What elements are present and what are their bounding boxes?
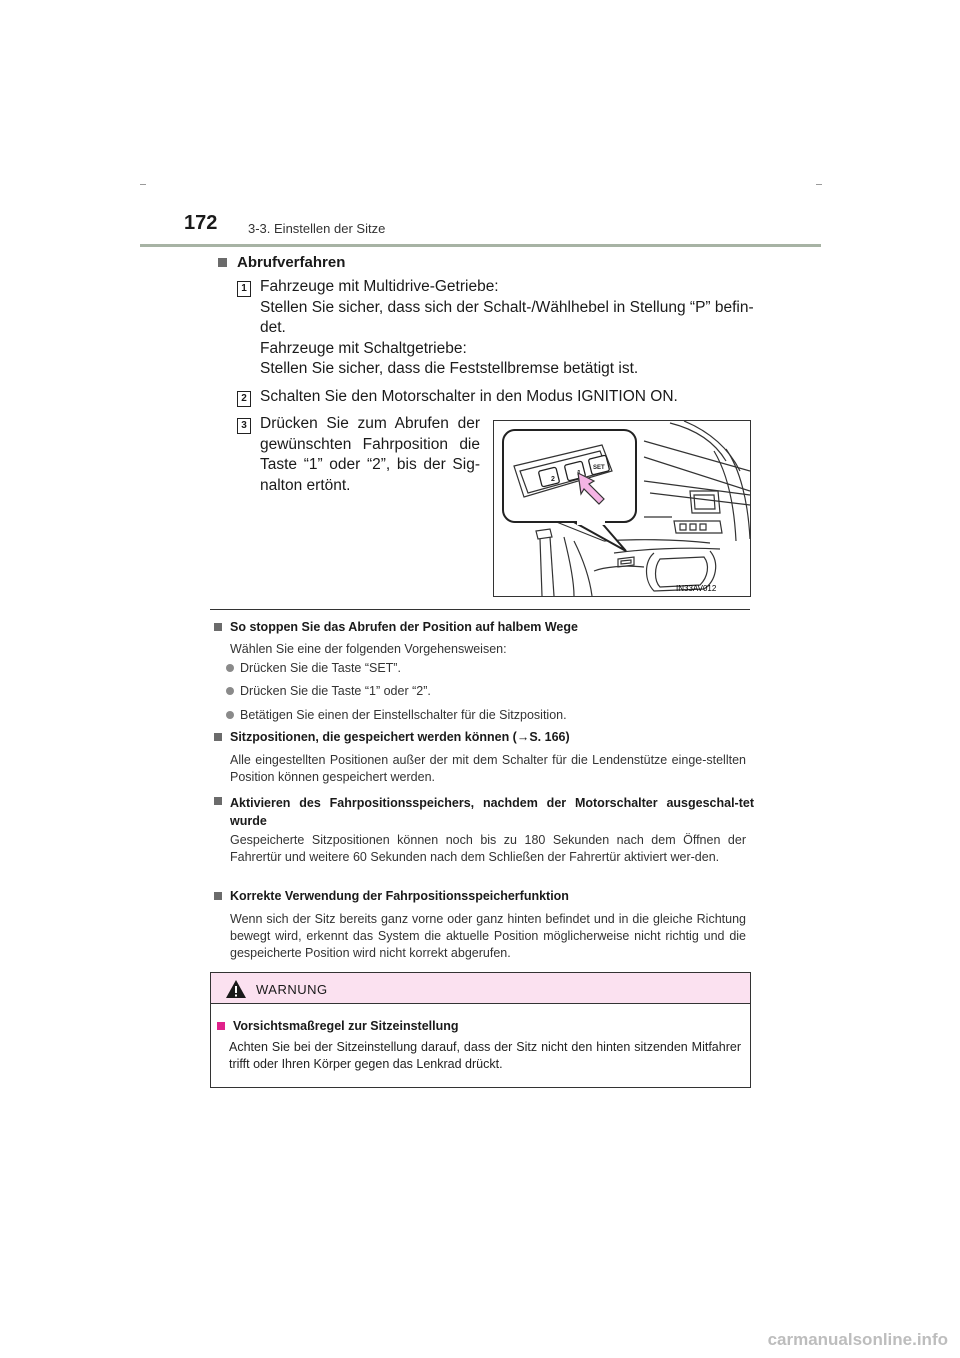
square-bullet-icon bbox=[214, 797, 222, 805]
warning-triangle-icon bbox=[225, 979, 247, 999]
step-3-line: Drücken Sie zum Abrufen der bbox=[260, 415, 480, 432]
note-text: Alle eingestellten Positionen außer der mit dem Schalter für die Lendenstütze einge-stellten Position können gespeichert werden. bbox=[230, 753, 746, 784]
note-heading bbox=[214, 794, 754, 830]
circle-bullet-icon bbox=[226, 711, 234, 719]
step-number-2: 2 bbox=[237, 391, 251, 407]
warning-heading bbox=[217, 1019, 459, 1033]
note-heading bbox=[214, 730, 754, 744]
step-1-line: Fahrzeuge mit Schaltgetriebe: bbox=[260, 339, 467, 357]
warning-text: Achten Sie bei der Sitzeinstellung darauf, dass der Sitz nicht den hinten sitzenden Mitfahrer trifft oder Ihren Körper gegen das Lenkrad drückt. bbox=[229, 1040, 741, 1071]
button-2-label: 2 bbox=[551, 476, 555, 483]
step-number-3: 3 bbox=[237, 418, 251, 434]
step-2-text: Schalten Sie den Motorschalter in den Modus IGNITION ON. bbox=[260, 388, 678, 405]
warning-header bbox=[211, 973, 750, 1004]
seat-memory-illustration bbox=[493, 420, 751, 597]
square-bullet-icon bbox=[217, 1022, 225, 1030]
crop-mark-right bbox=[816, 184, 822, 185]
section-heading bbox=[218, 254, 345, 271]
step-1-line: Stellen Sie sicher, dass sich der Schalt-/Wählhebel in Stellung “P” befin- bbox=[260, 298, 754, 316]
chapter-title: 3-3. Einstellen der Sitze bbox=[248, 221, 386, 236]
section-separator bbox=[210, 609, 750, 610]
note-title: Aktivieren des Fahrpositionsspeichers, nachdem der Motorschalter ausgeschal-tet wurde bbox=[230, 796, 754, 828]
step-3-line: nalton ertönt. bbox=[260, 476, 351, 494]
header-rule bbox=[140, 244, 821, 247]
list-item-text: Drücken Sie die Taste “1” oder “2”. bbox=[240, 684, 431, 698]
button-set-label: SET bbox=[593, 465, 605, 471]
square-bullet-icon bbox=[214, 733, 222, 741]
warning-title: Vorsichtsmaßregel zur Sitzeinstellung bbox=[233, 1019, 459, 1033]
step-3-line: gewünschten Fahrposition die bbox=[260, 435, 480, 453]
step-3-line: Taste “1” oder “2”, bis der Sig- bbox=[260, 456, 480, 473]
step-3-text bbox=[260, 414, 480, 496]
step-1-line: Fahrzeuge mit Multidrive-Getriebe: bbox=[260, 278, 499, 295]
list-item bbox=[226, 661, 401, 675]
note-title: Sitzpositionen, die gespeichert werden können (→S. 166) bbox=[230, 730, 570, 744]
note-heading bbox=[214, 620, 754, 634]
square-bullet-icon bbox=[214, 892, 222, 900]
warning-box bbox=[210, 972, 751, 1088]
section-title: Abrufverfahren bbox=[237, 254, 346, 271]
circle-bullet-icon bbox=[226, 664, 234, 672]
crop-mark-left bbox=[140, 184, 146, 185]
note-text: Gespeicherte Sitzpositionen können noch bis zu 180 Sekunden nach dem Öffnen der Fahrertür und weitere 60 Sekunden nach dem Schließen der Fahrertür aktiviert wer-den. bbox=[230, 833, 746, 864]
step-1-text bbox=[260, 277, 754, 380]
step-1-line: det. bbox=[260, 319, 286, 336]
note-text: Wählen Sie eine der folgenden Vorgehensweisen: bbox=[230, 642, 507, 656]
figure-caption: IN33AV012 bbox=[676, 584, 717, 593]
step-1-line: Stellen Sie sicher, dass die Feststellbremse betätigt ist. bbox=[260, 360, 639, 377]
page-number: 172 bbox=[184, 212, 218, 234]
step-number-1: 1 bbox=[237, 281, 251, 297]
square-bullet-icon bbox=[214, 623, 222, 631]
warning-label: WARNUNG bbox=[256, 982, 328, 997]
circle-bullet-icon bbox=[226, 687, 234, 695]
door-panel-drawing bbox=[494, 421, 750, 596]
note-heading bbox=[214, 889, 754, 903]
list-item-text: Drücken Sie die Taste “SET”. bbox=[240, 661, 401, 675]
list-item bbox=[226, 708, 567, 722]
note-text: Wenn sich der Sitz bereits ganz vorne oder ganz hinten befindet und in die gleiche Richtung bewegt wird, erkennt das System die aktuelle Position möglicherweise nicht richtig und die gespeicherte Position wird nicht korrekt abgerufen. bbox=[230, 912, 746, 960]
watermark: carmanualsonline.info bbox=[767, 1330, 948, 1349]
list-item-text: Betätigen Sie einen der Einstellschalter für die Sitzposition. bbox=[240, 708, 567, 722]
list-item bbox=[226, 684, 431, 698]
note-title: Korrekte Verwendung der Fahrpositionsspeicherfunktion bbox=[230, 889, 569, 903]
square-bullet-icon bbox=[218, 258, 227, 267]
note-title: So stoppen Sie das Abrufen der Position auf halbem Wege bbox=[230, 620, 578, 634]
